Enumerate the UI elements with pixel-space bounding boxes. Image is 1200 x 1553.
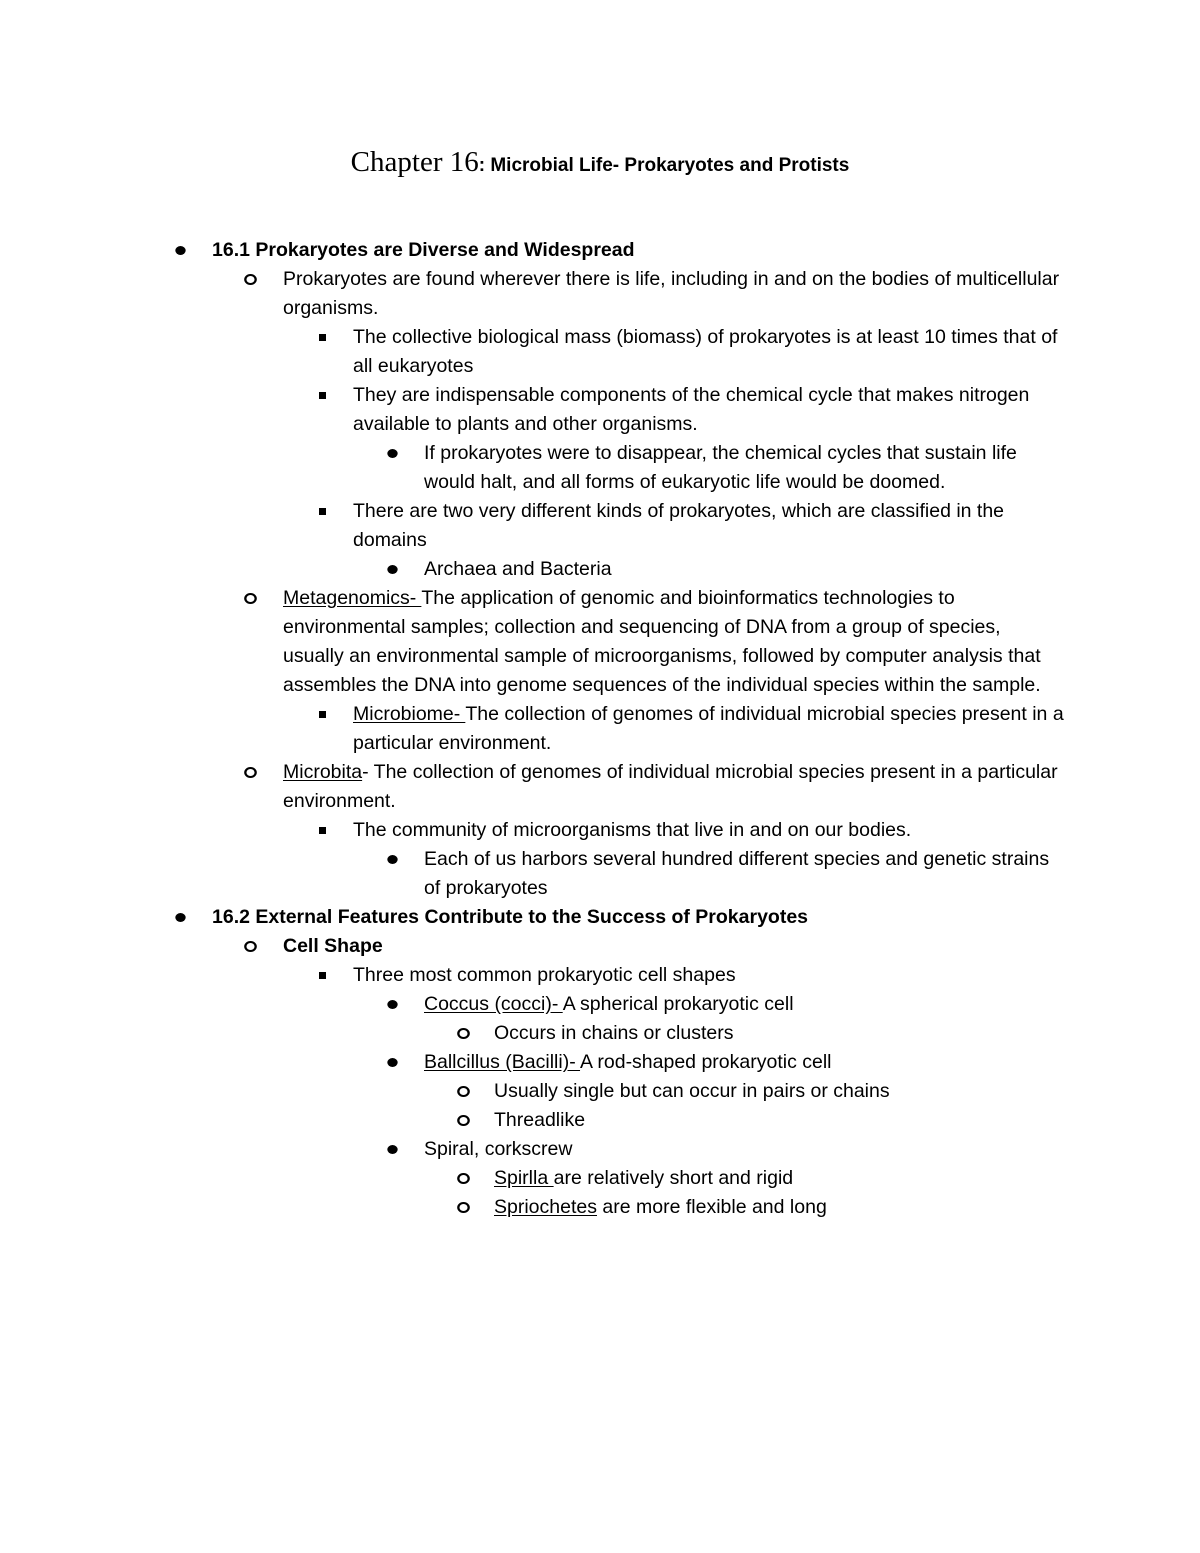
list-item [0,1106,1054,1135]
item-text: Occurs in chains or clusters [494,1022,734,1044]
key-term: Microbita [283,761,363,783]
list-item [0,1164,1054,1193]
hollow-bullet-icon [455,1164,471,1193]
list-item [0,1048,1064,1077]
section-heading [0,903,1072,932]
list-item [0,758,1063,816]
square-bullet-icon [314,323,330,352]
item-text: are more flexible and long [596,1196,827,1218]
hollow-bullet-icon [455,1077,471,1106]
item-text: If prokaryotes were to disappear, the chemical cycles that sustain life would halt, and all forms of eukaryotic life would be doomed. [424,442,1017,493]
square-bullet-icon [314,816,330,845]
hollow-bullet-icon [242,584,258,613]
list-item [0,584,1063,700]
item-text: Usually single but can occur in pairs or chains [494,1080,890,1102]
key-term: Ballcillus (Bacilli)- [424,1051,581,1073]
item-text: are relatively short and rigid [553,1167,794,1189]
list-item [0,932,1063,961]
hollow-bullet-icon [242,265,258,294]
section-heading [0,236,1072,265]
filled-bullet-icon [384,1135,400,1164]
filled-bullet-icon [172,903,188,932]
key-term: Coccus (cocci)- [424,993,563,1015]
list-item [0,961,1073,990]
hollow-bullet-icon [242,932,258,961]
item-text: Threadlike [494,1109,586,1131]
filled-bullet-icon [172,236,188,265]
item-text: - The collection of genomes of individual microbial species present in a particular environment. [283,761,1058,812]
key-term: Metagenomics- [283,587,422,609]
list-item [0,381,1073,439]
hollow-bullet-icon [242,758,258,787]
item-text: A rod-shaped prokaryotic cell [580,1051,832,1073]
list-item [0,1135,1064,1164]
title-chapter: Chapter 16 [350,146,479,178]
square-bullet-icon [314,381,330,410]
list-item [0,845,1064,903]
list-item [0,990,1064,1019]
filled-bullet-icon [384,555,400,584]
item-text: The collective biological mass (biomass) of prokaryotes is at least 10 times that of all eukaryotes [353,326,1058,377]
filled-bullet-icon [384,990,400,1019]
item-text: A spherical prokaryotic cell [562,993,794,1015]
list-item [0,1077,1054,1106]
list-item [0,816,1073,845]
notes-outline [0,236,1200,1222]
item-text: Prokaryotes are found wherever there is life, including in and on the bodies of multicellular organisms. [283,268,1060,319]
item-text: 16.1 Prokaryotes are Diverse and Widespread [212,239,635,261]
page-title [0,140,1200,189]
square-bullet-icon [314,497,330,526]
list-item [0,323,1073,381]
item-text: There are two very different kinds of prokaryotes, which are classified in the domains [353,500,1005,551]
key-term: Spriochetes [494,1196,597,1218]
square-bullet-icon [314,961,330,990]
filled-bullet-icon [384,1048,400,1077]
list-item [0,439,1064,497]
list-item [0,700,1073,758]
item-text: Each of us harbors several hundred different species and genetic strains of prokaryotes [424,848,1050,899]
item-text: The community of microorganisms that live in and on our bodies. [353,819,912,841]
list-item [0,497,1073,555]
list-item [0,555,1064,584]
item-text: The collection of genomes of individual microbial species present in a particular environment. [353,703,1064,754]
list-item [0,1019,1054,1048]
list-item [0,1193,1054,1222]
item-text: Three most common prokaryotic cell shapes [353,964,736,986]
hollow-bullet-icon [455,1193,471,1222]
hollow-bullet-icon [455,1019,471,1048]
item-text: Spiral, corkscrew [424,1138,573,1160]
key-term: Microbiome- [353,703,466,725]
filled-bullet-icon [384,439,400,468]
key-term: Spirlla [494,1167,554,1189]
item-text: 16.2 External Features Contribute to the Success of Prokaryotes [212,906,809,928]
square-bullet-icon [314,700,330,729]
title-subject: : Microbial Life- Prokaryotes and Protists [478,155,850,176]
list-item [0,265,1063,323]
filled-bullet-icon [384,845,400,874]
item-text: Cell Shape [283,935,383,957]
item-text: The application of genomic and bioinformatics technologies to environmental samples; collection and sequencing of DNA from a group of species, usually an environmental sample of microorganisms, followed by computer analysis that assembles the DNA into genome sequences of the individual species within the sample. [283,587,1041,696]
hollow-bullet-icon [455,1106,471,1135]
item-text: Archaea and Bacteria [424,558,612,580]
item-text: They are indispensable components of the chemical cycle that makes nitrogen available to plants and other organisms. [353,384,1030,435]
